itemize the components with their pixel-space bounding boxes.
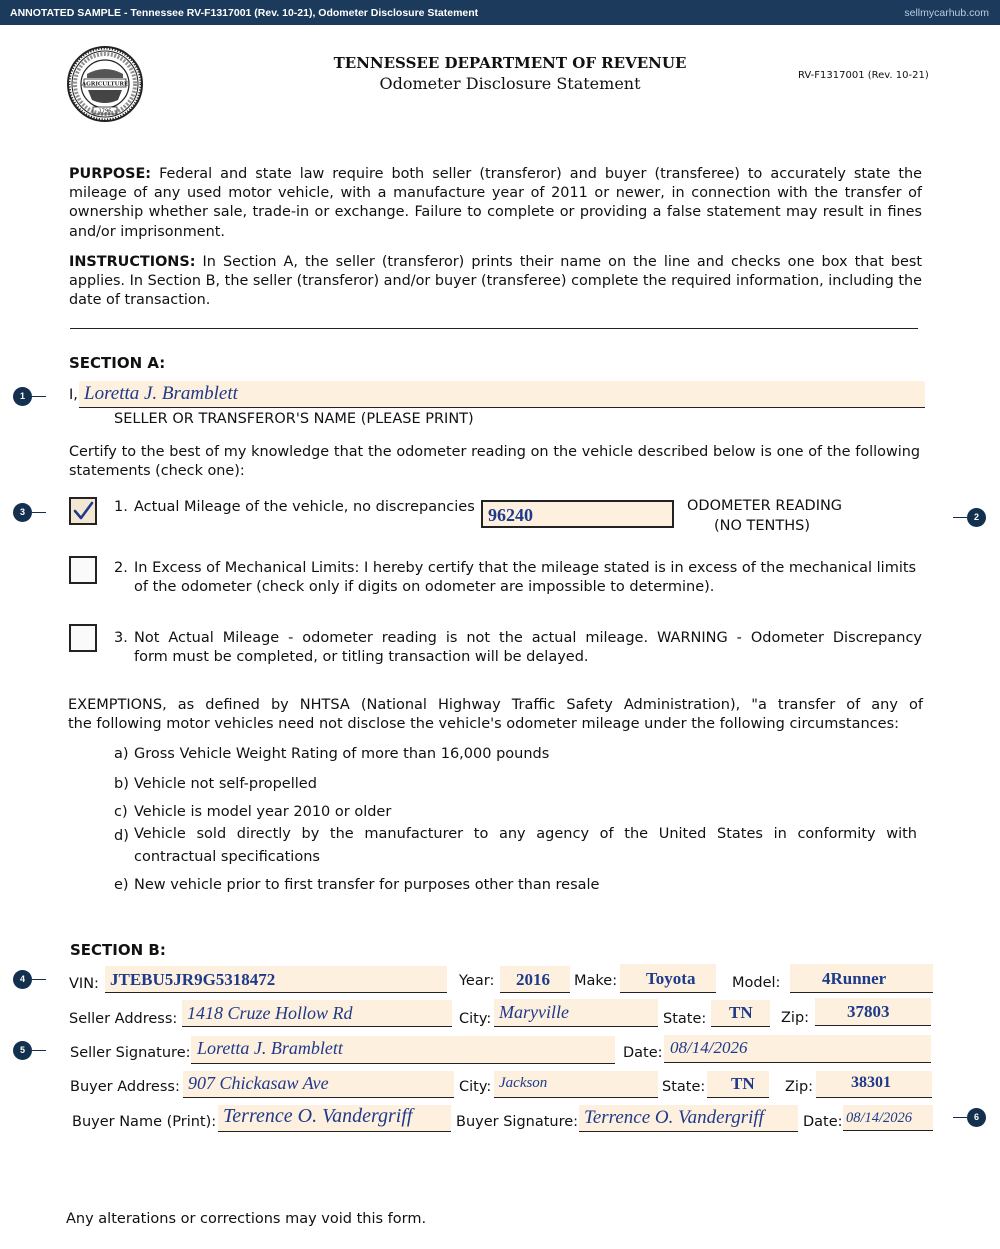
footer-note: Any alterations or corrections may void this form. [66,1211,427,1227]
section-a-heading: SECTION A: [69,354,166,372]
seller-state-label: State: [663,1011,707,1027]
model-label: Model: [732,975,781,991]
seller-name-value: Loretta J. Bramblett [84,383,238,404]
buyer-state-label: State: [662,1079,706,1095]
exemption-item: Gross Vehicle Weight Rating of more than 16,000 pounds [134,746,550,762]
option2-number: 2. [114,560,128,576]
seller-zip-value: 37803 [847,1002,890,1021]
seller-date-label: Date: [623,1045,663,1061]
option1-checkbox[interactable] [69,497,97,525]
buyer-address-value: 907 Chickasaw Ave [188,1073,329,1093]
buyer-name-value: Terrence O. Vandergriff [223,1105,413,1127]
exemption-letter: b) [114,776,129,792]
seller-date-value: 08/14/2026 [670,1038,748,1057]
option1-number: 1. [114,499,128,515]
exemption-item: Vehicle sold directly by the manufacturer to any agency of the United States in conformity with [134,826,917,842]
section-divider [70,328,918,329]
exemption-letter: c) [114,804,128,820]
annotation-leader [32,396,46,397]
option3-checkbox[interactable] [69,624,97,652]
instructions-label: INSTRUCTIONS: [69,254,196,270]
annotation-badge-2: 2 [967,508,986,527]
exemption-item: Vehicle is model year 2010 or older [134,804,392,820]
exemption-letter: d) [114,828,129,844]
odometer-reading-value: 96240 [488,505,533,525]
buyer-city-value: Jackson [499,1075,548,1091]
model-value: 4Runner [822,969,887,988]
vin-label: VIN: [69,976,99,992]
buyer-state-value: TN [731,1074,755,1093]
seller-zip-label: Zip: [781,1010,810,1026]
option3-text-line2: form must be completed, or titling transaction will be delayed. [134,649,589,665]
option2-text-line2: of the odometer (check only if digits on odometer are impossible to determine). [134,579,715,595]
buyer-name-label: Buyer Name (Print): [72,1114,217,1130]
svg-text:AGRICULTURE: AGRICULTURE [81,81,129,88]
exemptions-intro-line2: the following motor vehicles need not disclose the vehicle's odometer mileage under the following circumstances: [68,716,900,732]
exemption-letter: e) [114,877,129,893]
exemption-item-cont: contractual specifications [134,849,320,865]
option2-text-line1: In Excess of Mechanical Limits: I hereby certify that the mileage stated is in excess of the mechanical limits [134,560,917,576]
seller-address-label: Seller Address: [69,1011,178,1027]
exemption-item: Vehicle not self-propelled [134,776,317,792]
vin-value: JTEBU5JR9G5318472 [110,970,276,989]
seller-city-label: City: [459,1011,492,1027]
form-title: Odometer Disclosure Statement [379,74,641,93]
instructions-paragraph [69,253,922,311]
buyer-address-label: Buyer Address: [70,1079,180,1095]
annotation-leader [32,979,46,980]
seller-name-caption: SELLER OR TRANSFEROR'S NAME (PLEASE PRINT) [114,411,474,427]
exemption-letter: a) [114,746,129,762]
option1-text: Actual Mileage of the vehicle, no discrepancies [134,499,475,515]
state-seal-logo [66,44,144,126]
buyer-signature-value: Terrence O. Vandergriff [584,1107,764,1128]
odometer-label-no-tenths: (NO TENTHS) [714,518,811,534]
exemption-item: New vehicle prior to first transfer for purposes other than resale [134,877,600,893]
section-b-heading: SECTION B: [70,941,166,959]
buyer-signature-label: Buyer Signature: [456,1114,579,1130]
buyer-date-value: 08/14/2026 [846,1110,913,1126]
annotation-badge-1: 1 [13,387,32,406]
seller-signature-value: Loretta J. Bramblett [197,1038,343,1058]
purpose-label: PURPOSE: [69,166,152,182]
seller-signature-label: Seller Signature: [70,1045,191,1061]
purpose-text: Federal and state law require both seller (transferor) and buyer (transferee) to accurately state the mileage of any used motor vehicle, with a manufacture year of 2011 or newer, in connection with the transfer of ownership whether sale, trade-in or exchange. Failure to complete or providing a false statement may result in fines and/or imprisonment. [69,166,922,240]
certify-text: Certify to the best of my knowledge that the odometer reading on the vehicle described below is one of the following statements (check one): [69,444,920,480]
annotation-badge-4: 4 [13,970,32,989]
buyer-city-label: City: [459,1079,492,1095]
make-label: Make: [574,973,618,989]
purpose-paragraph [69,165,922,242]
instructions-text: In Section A, the seller (transferor) prints their name on the line and checks one box that best applies. In Section B, the seller (transferor) and/or buyer (transferee) complete the required information, including the date of transaction. [69,254,922,309]
banner-title: ANNOTATED SAMPLE - Tennessee RV-F1317001 (Rev. 10-21), Odometer Disclosure Statement [10,7,479,19]
option3-number: 3. [114,630,128,646]
annotation-leader [953,517,967,518]
exemptions-intro-line1: EXEMPTIONS, as defined by NHTSA (National Highway Traffic Safety Administration), "a transfer of any of [68,697,923,713]
make-value: Toyota [646,969,696,988]
banner-site-link[interactable]: sellmycarhub.com [904,7,989,19]
i-label: I, [69,387,78,403]
option2-checkbox[interactable] [69,556,97,584]
buyer-date-label: Date: [803,1114,843,1130]
checkmark-icon [71,499,95,523]
annotation-badge-5: 5 [13,1041,32,1060]
annotation-leader [32,512,46,513]
annotation-badge-6: 6 [967,1108,986,1127]
annotation-leader [32,1050,46,1051]
annotation-badge-3: 3 [13,503,32,522]
annotation-leader [953,1117,967,1118]
year-label: Year: [459,973,495,989]
sample-banner [0,0,1000,25]
buyer-zip-value: 38301 [851,1074,891,1091]
seller-city-value: Maryville [499,1002,569,1022]
odometer-label: ODOMETER READING [687,498,843,514]
seller-address-value: 1418 Cruze Hollow Rd [187,1003,353,1023]
form-number: RV-F1317001 (Rev. 10-21) [798,70,929,81]
department-name: TENNESSEE DEPARTMENT OF REVENUE [333,54,687,72]
svg-text:1796: 1796 [98,108,112,115]
buyer-zip-label: Zip: [785,1079,814,1095]
option3-text-line1: Not Actual Mileage - odometer reading is not the actual mileage. WARNING - Odometer Discrepancy [134,630,922,646]
year-value: 2016 [516,970,550,989]
seller-state-value: TN [729,1003,753,1022]
